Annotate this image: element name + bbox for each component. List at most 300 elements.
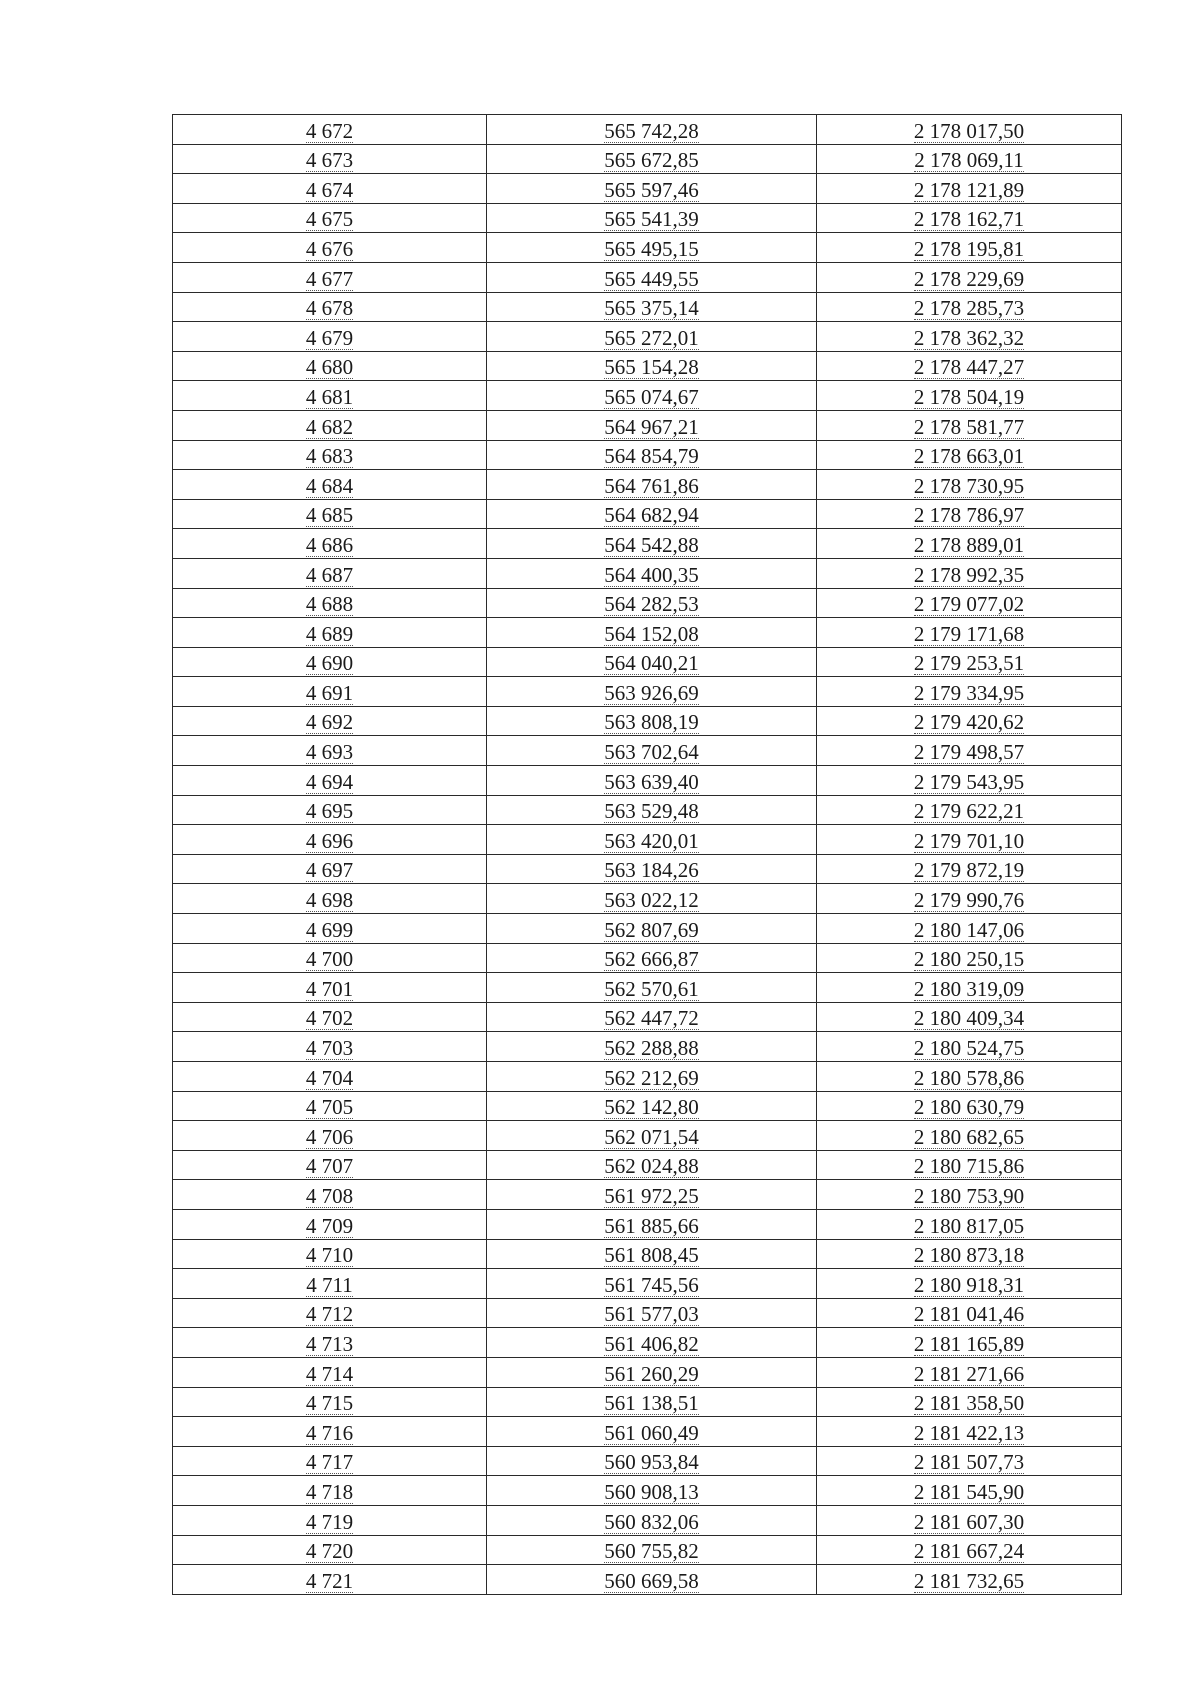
point-number-cell — [173, 262, 487, 292]
table-row — [173, 884, 1122, 914]
y-coordinate-cell — [817, 1269, 1122, 1299]
cell-text: 565 375,14 — [604, 296, 699, 321]
cell-text: 4 704 — [305, 1065, 354, 1090]
table-row — [173, 262, 1122, 292]
y-coordinate-cell — [817, 1091, 1122, 1121]
y-coordinate-cell — [817, 1002, 1122, 1032]
x-coordinate-cell — [487, 1535, 817, 1565]
table-row — [173, 1298, 1122, 1328]
x-coordinate-cell — [487, 381, 817, 411]
y-coordinate-cell — [817, 1239, 1122, 1269]
cell-text: 2 178 069,11 — [914, 148, 1024, 173]
table-row — [173, 292, 1122, 322]
cell-text: 2 181 271,66 — [913, 1361, 1025, 1386]
cell-text: 2 181 041,46 — [913, 1302, 1025, 1327]
y-coordinate-cell — [817, 262, 1122, 292]
cell-text: 2 179 420,62 — [913, 710, 1025, 735]
cell-text: 560 908,13 — [604, 1479, 699, 1504]
table-row — [173, 766, 1122, 796]
cell-text: 2 181 732,65 — [913, 1568, 1025, 1593]
x-coordinate-cell — [487, 470, 817, 500]
x-coordinate-cell — [487, 262, 817, 292]
y-coordinate-cell — [817, 736, 1122, 766]
x-coordinate-cell — [487, 706, 817, 736]
table-row — [173, 647, 1122, 677]
x-coordinate-cell — [487, 1002, 817, 1032]
x-coordinate-cell — [487, 1150, 817, 1180]
cell-text: 563 639,40 — [604, 769, 699, 794]
cell-text: 4 685 — [305, 503, 354, 528]
cell-text: 2 180 630,79 — [913, 1095, 1025, 1120]
table-row — [173, 1180, 1122, 1210]
cell-text: 2 179 334,95 — [913, 680, 1025, 705]
cell-text: 560 755,82 — [604, 1539, 699, 1564]
table-row — [173, 1002, 1122, 1032]
cell-text: 565 541,39 — [604, 207, 699, 232]
table-row — [173, 1446, 1122, 1476]
y-coordinate-cell — [817, 1062, 1122, 1092]
point-number-cell — [173, 381, 487, 411]
cell-text: 565 154,28 — [604, 355, 699, 380]
point-number-cell — [173, 1476, 487, 1506]
cell-text: 565 597,46 — [604, 177, 699, 202]
cell-text: 2 181 358,50 — [913, 1391, 1025, 1416]
cell-text: 2 180 524,75 — [913, 1036, 1025, 1060]
cell-text: 565 672,85 — [604, 148, 699, 173]
table-row — [173, 1328, 1122, 1358]
table-row — [173, 1476, 1122, 1506]
cell-text: 4 710 — [305, 1243, 354, 1268]
point-number-cell — [173, 1298, 487, 1328]
cell-text: 562 666,87 — [604, 947, 699, 972]
table-row — [173, 1121, 1122, 1151]
cell-text: 4 692 — [305, 710, 354, 735]
table-row — [173, 677, 1122, 707]
y-coordinate-cell — [817, 647, 1122, 677]
cell-text: 562 071,54 — [604, 1124, 699, 1149]
cell-text: 563 926,69 — [604, 680, 699, 705]
cell-text: 2 181 607,30 — [913, 1509, 1025, 1534]
x-coordinate-cell — [487, 736, 817, 766]
point-number-cell — [173, 914, 487, 944]
table-row — [173, 736, 1122, 766]
cell-text: 563 702,64 — [604, 740, 699, 765]
x-coordinate-cell — [487, 1269, 817, 1299]
cell-text: 4 698 — [305, 888, 354, 913]
point-number-cell — [173, 558, 487, 588]
cell-text: 2 178 730,95 — [913, 473, 1025, 498]
x-coordinate-cell — [487, 1328, 817, 1358]
cell-text: 4 676 — [305, 236, 354, 261]
x-coordinate-cell — [487, 1298, 817, 1328]
cell-text: 561 745,56 — [604, 1272, 699, 1297]
cell-text: 564 040,21 — [604, 651, 699, 676]
cell-text: 4 689 — [305, 621, 354, 646]
cell-text: 4 678 — [305, 296, 354, 321]
point-number-cell — [173, 1505, 487, 1535]
cell-text: 2 181 545,90 — [913, 1479, 1025, 1504]
table-row — [173, 144, 1122, 174]
cell-text: 561 808,45 — [604, 1243, 699, 1268]
cell-text: 4 688 — [305, 592, 354, 617]
point-number-cell — [173, 233, 487, 263]
point-number-cell — [173, 1387, 487, 1417]
cell-text: 2 178 992,35 — [913, 562, 1025, 587]
y-coordinate-cell — [817, 144, 1122, 174]
cell-text: 2 181 507,73 — [913, 1450, 1025, 1475]
table-row — [173, 854, 1122, 884]
x-coordinate-cell — [487, 115, 817, 145]
table-row — [173, 1150, 1122, 1180]
y-coordinate-cell — [817, 203, 1122, 233]
y-coordinate-cell — [817, 1209, 1122, 1239]
y-coordinate-cell — [817, 943, 1122, 973]
x-coordinate-cell — [487, 618, 817, 648]
cell-text: 4 672 — [305, 118, 354, 143]
y-coordinate-cell — [817, 1180, 1122, 1210]
y-coordinate-cell — [817, 470, 1122, 500]
point-number-cell — [173, 470, 487, 500]
x-coordinate-cell — [487, 1446, 817, 1476]
cell-text: 4 699 — [305, 917, 354, 942]
y-coordinate-cell — [817, 1298, 1122, 1328]
table-row — [173, 529, 1122, 559]
cell-text: 563 022,12 — [604, 888, 699, 913]
cell-text: 4 721 — [305, 1568, 354, 1593]
cell-text: 4 711 — [306, 1272, 353, 1297]
cell-text: 2 179 622,21 — [913, 799, 1025, 824]
cell-text: 564 854,79 — [604, 444, 699, 469]
cell-text: 4 706 — [305, 1124, 354, 1149]
table-row — [173, 1417, 1122, 1447]
cell-text: 561 885,66 — [604, 1213, 699, 1238]
cell-text: 4 705 — [305, 1095, 354, 1120]
x-coordinate-cell — [487, 1121, 817, 1151]
point-number-cell — [173, 795, 487, 825]
y-coordinate-cell — [817, 292, 1122, 322]
x-coordinate-cell — [487, 884, 817, 914]
table-row — [173, 440, 1122, 470]
cell-text: 4 686 — [305, 532, 354, 557]
cell-text: 4 715 — [305, 1391, 354, 1416]
cell-text: 563 808,19 — [604, 710, 699, 735]
point-number-cell — [173, 1091, 487, 1121]
table-row — [173, 1032, 1122, 1062]
cell-text: 565 495,15 — [604, 236, 699, 261]
y-coordinate-cell — [817, 1476, 1122, 1506]
x-coordinate-cell — [487, 677, 817, 707]
cell-text: 564 400,35 — [604, 562, 699, 587]
cell-text: 4 693 — [305, 740, 354, 765]
cell-text: 2 180 873,18 — [913, 1243, 1025, 1268]
y-coordinate-cell — [817, 499, 1122, 529]
point-number-cell — [173, 115, 487, 145]
cell-text: 4 677 — [305, 266, 354, 291]
cell-text: 2 179 171,68 — [913, 621, 1025, 646]
table-row — [173, 499, 1122, 529]
cell-text: 565 272,01 — [604, 325, 699, 350]
y-coordinate-cell — [817, 440, 1122, 470]
table-row — [173, 618, 1122, 648]
cell-text: 4 700 — [305, 947, 354, 972]
point-number-cell — [173, 1328, 487, 1358]
table-row — [173, 558, 1122, 588]
cell-text: 4 714 — [305, 1361, 354, 1386]
cell-text: 4 679 — [305, 325, 354, 350]
point-number-cell — [173, 825, 487, 855]
y-coordinate-cell — [817, 677, 1122, 707]
y-coordinate-cell — [817, 795, 1122, 825]
y-coordinate-cell — [817, 1565, 1122, 1595]
table-row — [173, 351, 1122, 381]
cell-text: 563 420,01 — [604, 828, 699, 853]
cell-text: 4 713 — [305, 1331, 354, 1356]
table-row — [173, 1239, 1122, 1269]
table-row — [173, 1505, 1122, 1535]
x-coordinate-cell — [487, 1565, 817, 1595]
x-coordinate-cell — [487, 558, 817, 588]
cell-text: 2 180 753,90 — [913, 1183, 1025, 1208]
x-coordinate-cell — [487, 647, 817, 677]
table-row — [173, 943, 1122, 973]
cell-text: 2 178 581,77 — [913, 414, 1025, 439]
coordinates-table-body — [173, 115, 1122, 1595]
y-coordinate-cell — [817, 410, 1122, 440]
cell-text: 4 720 — [305, 1539, 354, 1564]
y-coordinate-cell — [817, 351, 1122, 381]
cell-text: 2 180 409,34 — [913, 1006, 1025, 1031]
x-coordinate-cell — [487, 943, 817, 973]
point-number-cell — [173, 973, 487, 1003]
cell-text: 564 152,08 — [604, 621, 699, 646]
cell-text: 2 178 285,73 — [913, 296, 1025, 321]
table-row — [173, 914, 1122, 944]
cell-text: 4 690 — [305, 651, 354, 676]
table-row — [173, 470, 1122, 500]
cell-text: 563 529,48 — [604, 799, 699, 824]
point-number-cell — [173, 766, 487, 796]
point-number-cell — [173, 1417, 487, 1447]
cell-text: 2 178 195,81 — [913, 236, 1025, 261]
cell-text: 560 832,06 — [604, 1509, 699, 1534]
y-coordinate-cell — [817, 381, 1122, 411]
cell-text: 2 180 918,31 — [913, 1272, 1025, 1297]
x-coordinate-cell — [487, 529, 817, 559]
y-coordinate-cell — [817, 1357, 1122, 1387]
point-number-cell — [173, 1565, 487, 1595]
y-coordinate-cell — [817, 1505, 1122, 1535]
cell-text: 4 708 — [305, 1183, 354, 1208]
y-coordinate-cell — [817, 558, 1122, 588]
cell-text: 4 696 — [305, 828, 354, 853]
table-row — [173, 1565, 1122, 1595]
cell-text: 561 406,82 — [604, 1331, 699, 1356]
cell-text: 2 178 889,01 — [913, 532, 1025, 557]
cell-text: 2 178 229,69 — [913, 266, 1025, 291]
x-coordinate-cell — [487, 854, 817, 884]
x-coordinate-cell — [487, 1476, 817, 1506]
x-coordinate-cell — [487, 1180, 817, 1210]
cell-text: 2 178 663,01 — [913, 444, 1025, 469]
point-number-cell — [173, 174, 487, 204]
cell-text: 4 674 — [305, 177, 354, 202]
x-coordinate-cell — [487, 825, 817, 855]
cell-text: 2 178 362,32 — [913, 325, 1025, 350]
point-number-cell — [173, 736, 487, 766]
cell-text: 4 684 — [305, 473, 354, 498]
cell-text: 564 682,94 — [604, 503, 699, 528]
cell-text: 2 178 504,19 — [913, 384, 1025, 409]
cell-text: 562 570,61 — [604, 976, 699, 1001]
point-number-cell — [173, 144, 487, 174]
point-number-cell — [173, 618, 487, 648]
cell-text: 560 669,58 — [604, 1568, 699, 1593]
y-coordinate-cell — [817, 115, 1122, 145]
x-coordinate-cell — [487, 410, 817, 440]
cell-text: 562 447,72 — [604, 1006, 699, 1031]
cell-text: 4 697 — [305, 858, 354, 883]
cell-text: 2 179 701,10 — [913, 828, 1025, 853]
cell-text: 4 701 — [305, 976, 354, 1001]
cell-text: 2 180 319,09 — [913, 976, 1025, 1001]
point-number-cell — [173, 440, 487, 470]
cell-text: 2 181 667,24 — [913, 1539, 1025, 1564]
x-coordinate-cell — [487, 914, 817, 944]
y-coordinate-cell — [817, 1328, 1122, 1358]
y-coordinate-cell — [817, 706, 1122, 736]
cell-text: 565 074,67 — [604, 384, 699, 409]
y-coordinate-cell — [817, 1121, 1122, 1151]
x-coordinate-cell — [487, 499, 817, 529]
table-row — [173, 825, 1122, 855]
x-coordinate-cell — [487, 144, 817, 174]
point-number-cell — [173, 1032, 487, 1062]
x-coordinate-cell — [487, 1091, 817, 1121]
cell-text: 4 718 — [305, 1479, 354, 1504]
cell-text: 564 761,86 — [604, 473, 699, 498]
point-number-cell — [173, 322, 487, 352]
y-coordinate-cell — [817, 1387, 1122, 1417]
y-coordinate-cell — [817, 529, 1122, 559]
cell-text: 4 680 — [305, 355, 354, 380]
cell-text: 2 180 147,06 — [913, 917, 1025, 942]
x-coordinate-cell — [487, 1062, 817, 1092]
table-row — [173, 1062, 1122, 1092]
y-coordinate-cell — [817, 825, 1122, 855]
x-coordinate-cell — [487, 1417, 817, 1447]
point-number-cell — [173, 706, 487, 736]
y-coordinate-cell — [817, 322, 1122, 352]
y-coordinate-cell — [817, 233, 1122, 263]
y-coordinate-cell — [817, 1535, 1122, 1565]
cell-text: 4 707 — [305, 1154, 354, 1179]
cell-text: 2 179 543,95 — [913, 769, 1025, 794]
point-number-cell — [173, 1150, 487, 1180]
table-row — [173, 1357, 1122, 1387]
cell-text: 4 712 — [305, 1302, 354, 1327]
point-number-cell — [173, 1062, 487, 1092]
table-row — [173, 174, 1122, 204]
cell-text: 4 702 — [305, 1006, 354, 1031]
cell-text: 2 178 447,27 — [913, 355, 1025, 380]
cell-text: 561 060,49 — [604, 1420, 699, 1445]
point-number-cell — [173, 1180, 487, 1210]
cell-text: 2 180 715,86 — [913, 1154, 1025, 1179]
cell-text: 561 260,29 — [604, 1361, 699, 1386]
table-row — [173, 795, 1122, 825]
x-coordinate-cell — [487, 1357, 817, 1387]
point-number-cell — [173, 410, 487, 440]
point-number-cell — [173, 292, 487, 322]
x-coordinate-cell — [487, 203, 817, 233]
cell-text: 2 178 121,89 — [913, 177, 1025, 202]
x-coordinate-cell — [487, 1209, 817, 1239]
cell-text: 4 673 — [305, 148, 354, 173]
x-coordinate-cell — [487, 1387, 817, 1417]
cell-text: 564 967,21 — [604, 414, 699, 439]
x-coordinate-cell — [487, 973, 817, 1003]
x-coordinate-cell — [487, 292, 817, 322]
cell-text: 2 178 017,50 — [913, 118, 1025, 143]
point-number-cell — [173, 351, 487, 381]
cell-text: 4 683 — [305, 444, 354, 469]
table-row — [173, 381, 1122, 411]
cell-text: 2 179 253,51 — [913, 651, 1025, 676]
cell-text: 2 179 077,02 — [913, 592, 1025, 617]
cell-text: 4 709 — [305, 1213, 354, 1238]
cell-text: 4 682 — [305, 414, 354, 439]
table-row — [173, 973, 1122, 1003]
cell-text: 4 703 — [305, 1036, 354, 1060]
point-number-cell — [173, 1121, 487, 1151]
x-coordinate-cell — [487, 1032, 817, 1062]
cell-text: 565 449,55 — [604, 266, 699, 291]
point-number-cell — [173, 647, 487, 677]
cell-text: 2 178 786,97 — [913, 503, 1025, 528]
cell-text: 4 717 — [305, 1450, 354, 1475]
cell-text: 562 212,69 — [604, 1065, 699, 1090]
cell-text: 561 138,51 — [604, 1391, 699, 1416]
table-row — [173, 1209, 1122, 1239]
y-coordinate-cell — [817, 1150, 1122, 1180]
y-coordinate-cell — [817, 174, 1122, 204]
x-coordinate-cell — [487, 588, 817, 618]
x-coordinate-cell — [487, 766, 817, 796]
point-number-cell — [173, 588, 487, 618]
table-row — [173, 322, 1122, 352]
cell-text: 562 807,69 — [604, 917, 699, 942]
y-coordinate-cell — [817, 766, 1122, 796]
y-coordinate-cell — [817, 884, 1122, 914]
y-coordinate-cell — [817, 973, 1122, 1003]
table-row — [173, 706, 1122, 736]
cell-text: 2 180 578,86 — [913, 1065, 1025, 1090]
cell-text: 564 282,53 — [604, 592, 699, 617]
point-number-cell — [173, 677, 487, 707]
x-coordinate-cell — [487, 174, 817, 204]
cell-text: 2 180 817,05 — [913, 1213, 1025, 1238]
table-row — [173, 203, 1122, 233]
cell-text: 4 695 — [305, 799, 354, 824]
cell-text: 561 972,25 — [604, 1183, 699, 1208]
table-row — [173, 1387, 1122, 1417]
cell-text: 4 681 — [305, 384, 354, 409]
point-number-cell — [173, 529, 487, 559]
cell-text: 2 179 872,19 — [913, 858, 1025, 883]
table-row — [173, 233, 1122, 263]
x-coordinate-cell — [487, 351, 817, 381]
cell-text: 563 184,26 — [604, 858, 699, 883]
